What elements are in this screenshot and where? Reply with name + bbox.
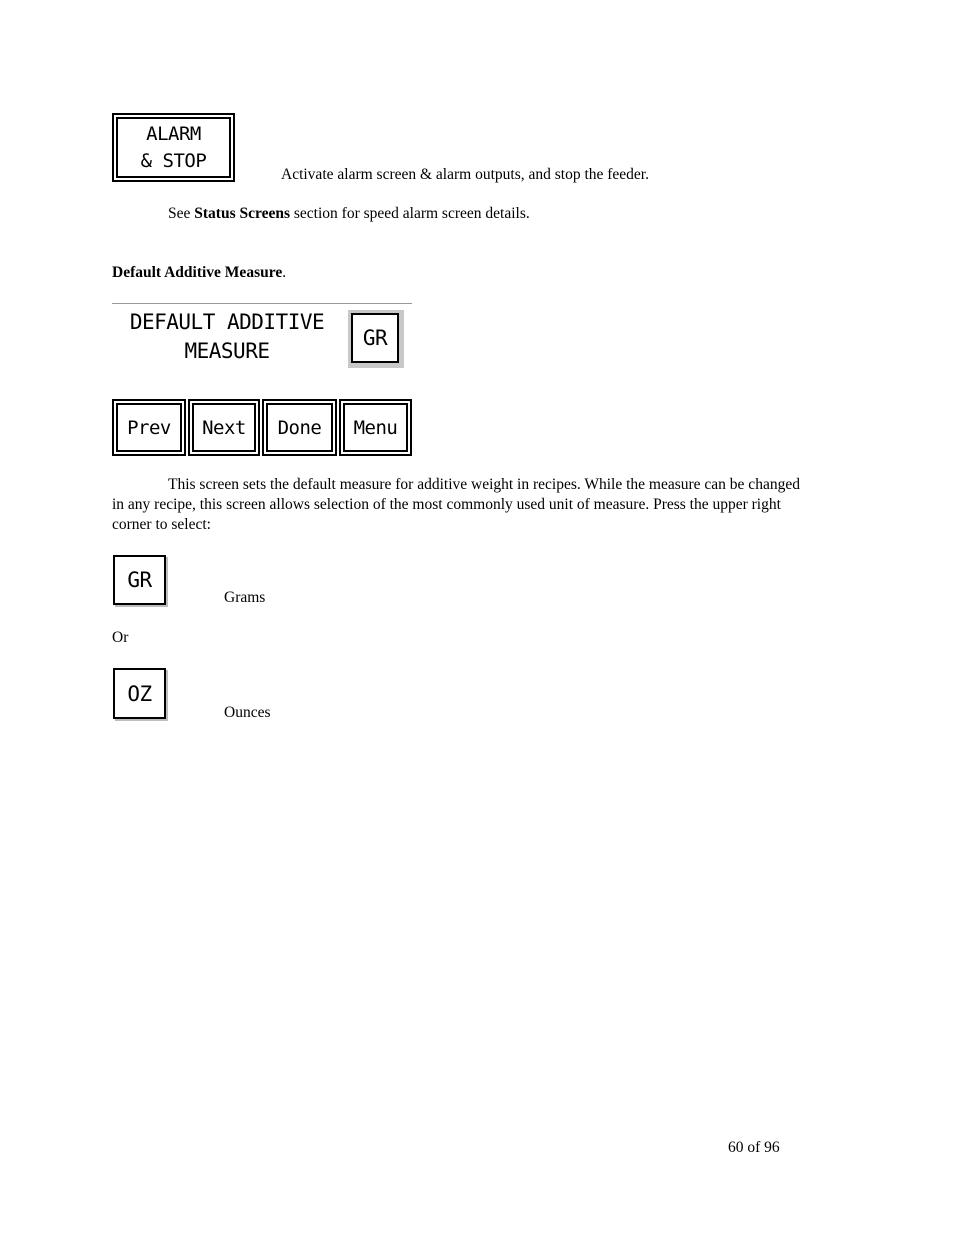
screen-title xyxy=(112,308,342,366)
section-heading xyxy=(112,264,286,282)
grams-label: Grams xyxy=(224,589,266,606)
done-label: Done xyxy=(277,416,322,439)
screen-title-line2: MEASURE xyxy=(184,339,270,363)
see-prefix: See xyxy=(168,205,195,222)
body-line-2: in any recipe, this screen allows selection of the most commonly used unit of measure. Press the upper right xyxy=(112,496,781,513)
body-line-3: corner to select: xyxy=(112,516,211,533)
measure-toggle-button[interactable] xyxy=(348,310,404,368)
see-status-screens-note xyxy=(168,205,530,223)
screen-title-line1: DEFAULT ADDITIVE xyxy=(129,310,325,334)
menu-label: Menu xyxy=(353,416,398,439)
measure-toggle-label: GR xyxy=(362,326,388,350)
done-button[interactable] xyxy=(262,399,337,456)
prev-label: Prev xyxy=(127,416,171,439)
grams-button-label: GR xyxy=(127,568,152,592)
body-line-1: This screen sets the default measure for additive weight in recipes. While the measure can be changed xyxy=(168,476,800,493)
next-button[interactable] xyxy=(188,399,260,456)
see-suffix: section for speed alarm screen details. xyxy=(290,205,530,222)
status-screens-link-text: Status Screens xyxy=(194,205,290,222)
alarm-stop-line1: ALARM xyxy=(146,122,201,145)
alarm-stop-line2: & STOP xyxy=(140,149,207,172)
body-paragraph xyxy=(112,475,882,535)
page-number: 60 of 96 xyxy=(728,1139,780,1156)
menu-button[interactable] xyxy=(339,399,412,456)
next-label: Next xyxy=(202,416,246,439)
ounces-label: Ounces xyxy=(224,704,271,721)
section-heading-period: . xyxy=(282,264,287,281)
prev-button[interactable] xyxy=(112,399,186,456)
ounces-button-label: OZ xyxy=(127,681,152,706)
section-heading-title: Default Additive Measure xyxy=(112,264,283,281)
alarm-description: Activate alarm screen & alarm outputs, and stop the feeder. xyxy=(281,166,649,183)
or-text: Or xyxy=(112,629,129,646)
grams-button[interactable] xyxy=(113,555,166,605)
ounces-button[interactable] xyxy=(113,668,166,719)
default-additive-measure-screen xyxy=(112,303,412,456)
alarm-stop-button[interactable] xyxy=(112,113,235,182)
